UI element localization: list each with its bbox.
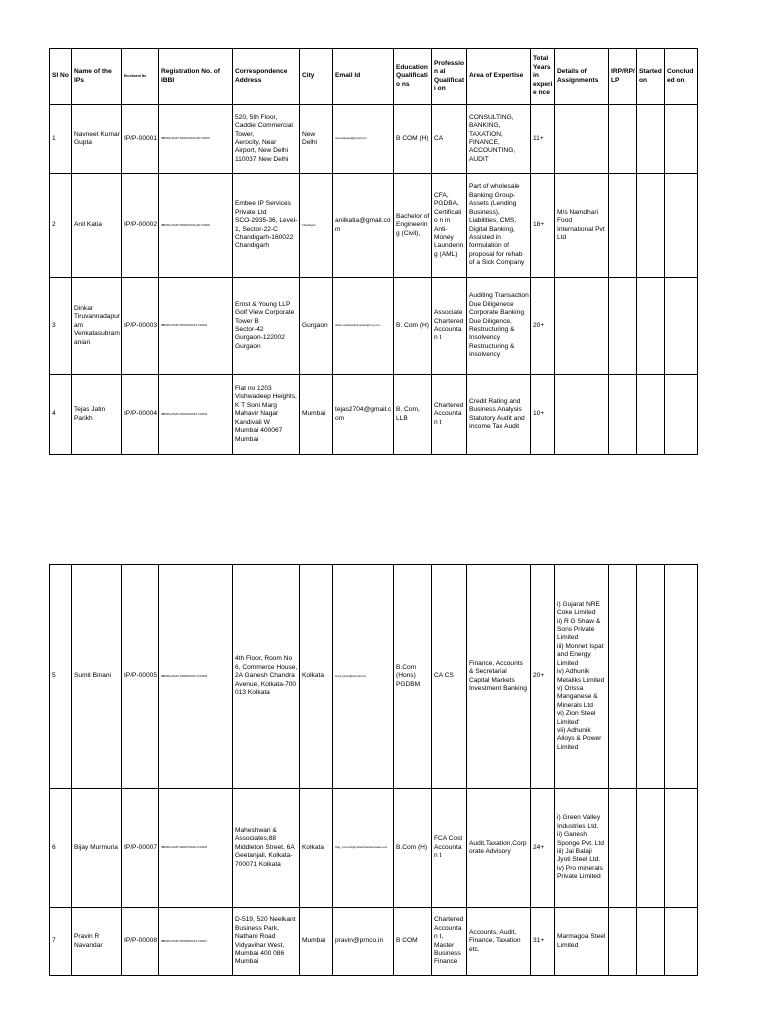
cell-started bbox=[637, 174, 665, 278]
cell-education: B.Com (H) bbox=[394, 789, 432, 908]
cell-concluded bbox=[665, 375, 698, 455]
cell-sl: 5 bbox=[50, 565, 72, 789]
cell-education: B. Com (H) bbox=[394, 278, 432, 375]
cell-assignments: Marmagoa Steel Limited bbox=[555, 908, 609, 976]
cell-started bbox=[637, 278, 665, 375]
cell-sl: 1 bbox=[50, 105, 72, 174]
cell-assignments bbox=[555, 105, 609, 174]
header-city: City bbox=[300, 49, 333, 105]
cell-concluded bbox=[665, 789, 698, 908]
cell-email: sumit_binani@hotmail.com bbox=[333, 565, 394, 789]
table-row bbox=[50, 789, 698, 908]
header-row bbox=[50, 49, 698, 105]
table-row bbox=[50, 278, 698, 375]
table-row bbox=[50, 565, 698, 789]
cell-assignments: i) Gujarat NRE Coke Limited ii) R G Shaw & Sons Private Limited iii) Monnet Ispat and Energy Limited iv) Adhunik Metaliks Limited v) Orissa Manganese & Minerals Ltd vi) Zion Steel Limited' vii) Adhunik Alloys & Power Limited bbox=[555, 565, 609, 789]
cell-address: Maheshwari & Associates,88 Middleton Street, 6A Geetanjali, Kolkata-700071 Kolkata bbox=[233, 789, 300, 908]
cell-professional: Associate Chartered Accountan t bbox=[432, 278, 467, 375]
header-name: Name of the IPs bbox=[72, 49, 122, 105]
header-concluded: Conclud ed on bbox=[665, 49, 698, 105]
cell-registration: IBBI/IPA-001/IP-P00003/2016-17/10003 bbox=[159, 278, 233, 375]
cell-experience: 11+ bbox=[531, 105, 555, 174]
header-education: Education Qualificatio ns bbox=[394, 49, 432, 105]
cell-sl: 2 bbox=[50, 174, 72, 278]
cell-registration: IBBI/IPA-001/IP-P00002/2016-2017/10002 bbox=[159, 174, 233, 278]
cell-enrolment: IP/P-00008 bbox=[122, 908, 159, 976]
cell-enrolment: IP/P-00003 bbox=[122, 278, 159, 375]
cell-address: Flat no 1203 Vishwadeep Heights, K T Soni Marg Mahavir Nagar Kandivali W Mumbai 400067 Mumbai bbox=[233, 375, 300, 455]
ip-table-top bbox=[49, 48, 698, 455]
cell-name: Sumit Binani bbox=[72, 565, 122, 789]
cell-name: Anil Katia bbox=[72, 174, 122, 278]
cell-education: Bachelor of Engineering (Civil), bbox=[394, 174, 432, 278]
cell-registration: IBBI/IPA-001/IP-P00001/2016-2017/10001 bbox=[159, 105, 233, 174]
cell-professional: Chartered Accountan t bbox=[432, 375, 467, 455]
table-row bbox=[50, 908, 698, 976]
cell-registration: IBBI/IPA-001/IP-P00008/2016-17/10007 bbox=[159, 908, 233, 976]
cell-irp bbox=[609, 908, 637, 976]
cell-sl: 7 bbox=[50, 908, 72, 976]
cell-started bbox=[637, 789, 665, 908]
cell-enrolment: IP/P-00002 bbox=[122, 174, 159, 278]
cell-name: Tejas Jatin Parikh bbox=[72, 375, 122, 455]
cell-enrolment: IP/P-00001 bbox=[122, 105, 159, 174]
cell-started bbox=[637, 105, 665, 174]
cell-assignments: M/s Namdhari Food International Pvt Ltd bbox=[555, 174, 609, 278]
cell-concluded bbox=[665, 565, 698, 789]
cell-started bbox=[637, 565, 665, 789]
cell-education: B COM (H) bbox=[394, 105, 432, 174]
header-assignments: Details of Assignments bbox=[555, 49, 609, 105]
cell-professional: FCA Cost Accountan t bbox=[432, 789, 467, 908]
header-experience: Total Years in experie nce bbox=[531, 49, 555, 105]
header-registration: Registration No. of IBBI bbox=[159, 49, 233, 105]
cell-irp bbox=[609, 789, 637, 908]
cell-enrolment: IP/P-00004 bbox=[122, 375, 159, 455]
cell-email: dinkar.venkatasubramanian@in.ey.com bbox=[333, 278, 394, 375]
cell-professional: CA CS bbox=[432, 565, 467, 789]
cell-concluded bbox=[665, 908, 698, 976]
cell-expertise: Auditing Transaction Due Diligenece Corporate Banking Due Diligence, Restructuring & Insolvency Restructuring & Insolvency bbox=[467, 278, 531, 375]
header-professional: Profession al Qualificati on bbox=[432, 49, 467, 105]
cell-irp bbox=[609, 278, 637, 375]
cell-city: Kolkata bbox=[300, 789, 333, 908]
header-enrolment: Enrolment No bbox=[122, 49, 159, 105]
cell-name: Navneet Kumar Gupta bbox=[72, 105, 122, 174]
cell-address: D-519, 520 Neelkant Business Park, Nathani Road Vidyavihar West, Mumbai 400 086 Mumbai bbox=[233, 908, 300, 976]
cell-address: 4th Floor, Room No 6, Commerce House, 2A Ganesh Chandra Avenue, Kolkata-700 013 Kolkata bbox=[233, 565, 300, 789]
cell-expertise: Part of wholesale Banking Group-Assets (Lending Business), Liabilities, CMS, Digital Banking, Assisted in formulation of proposal for rehab of a Sick Company bbox=[467, 174, 531, 278]
header-expertise: Area of Expertise bbox=[467, 49, 531, 105]
cell-city: Mumbai bbox=[300, 375, 333, 455]
cell-education: B. Com, LLB bbox=[394, 375, 432, 455]
cell-sl: 6 bbox=[50, 789, 72, 908]
cell-sl: 3 bbox=[50, 278, 72, 375]
cell-name: Pravin R Navandar bbox=[72, 908, 122, 976]
cell-experience: 31+ bbox=[531, 908, 555, 976]
cell-expertise: Accounts, Audit, Finance, Taxation etc. bbox=[467, 908, 531, 976]
cell-irp bbox=[609, 174, 637, 278]
cell-registration: IBBI/IPA-001/IP-P00004/2016-17/10004 bbox=[159, 375, 233, 455]
cell-name: Bijay Murmuria bbox=[72, 789, 122, 908]
cell-city: New Delhi bbox=[300, 105, 333, 174]
header-irp: IRP/RP/ LP bbox=[609, 49, 637, 105]
cell-experience: 20+ bbox=[531, 278, 555, 375]
cell-email: navneetkgupta@gmail.com bbox=[333, 105, 394, 174]
cell-expertise: CONSULTING, BANKING, TAXATION, FINANCE, ACCOUNTING, AUDIT bbox=[467, 105, 531, 174]
cell-started bbox=[637, 908, 665, 976]
cell-city: Mumbai bbox=[300, 908, 333, 976]
cell-registration: IBBI/IPA-001/IP-N00007/2016-17/10006 bbox=[159, 789, 233, 908]
cell-sl: 4 bbox=[50, 375, 72, 455]
header-address: Correspondence Address bbox=[233, 49, 300, 105]
cell-concluded bbox=[665, 278, 698, 375]
cell-experience: 10+ bbox=[531, 375, 555, 455]
table-row bbox=[50, 375, 698, 455]
cell-assignments: i) Green Valley Industries Ltd. ii) Ganesh Sponge Pvt. Ltd iii) Jai Balaji Jyoti Steel Ltd. iv) Pro minerals Private Limited bbox=[555, 789, 609, 908]
cell-experience: 18+ bbox=[531, 174, 555, 278]
cell-expertise: Finance, Accounts & Secretarial Capital Markets Investment Banking bbox=[467, 565, 531, 789]
cell-assignments bbox=[555, 278, 609, 375]
header-sl-no: Sl No bbox=[50, 49, 72, 105]
header-email: Email Id bbox=[333, 49, 394, 105]
table-row bbox=[50, 105, 698, 174]
cell-concluded bbox=[665, 174, 698, 278]
cell-professional: Chartered Accountan t, Master Business Finance bbox=[432, 908, 467, 976]
cell-email: anilkatia@gmail.com bbox=[333, 174, 394, 278]
cell-enrolment: IP/P-00007 bbox=[122, 789, 159, 908]
cell-address: 520, 5th Floor, Caddie Commercial Tower, Aerocity, Near Airport, New Delhi 110037 New Delhi bbox=[233, 105, 300, 174]
cell-started bbox=[637, 375, 665, 455]
cell-experience: 20+ bbox=[531, 565, 555, 789]
cell-irp bbox=[609, 105, 637, 174]
cell-professional: CA bbox=[432, 105, 467, 174]
cell-assignments bbox=[555, 375, 609, 455]
table-row bbox=[50, 174, 698, 278]
cell-expertise: Credit Rating and Business Analysis Statutory Audit and Income Tax Audit bbox=[467, 375, 531, 455]
cell-irp bbox=[609, 565, 637, 789]
cell-name: Dinkar Tiruvannadapuram Venkatasubramanian bbox=[72, 278, 122, 375]
cell-concluded bbox=[665, 105, 698, 174]
cell-experience: 24+ bbox=[531, 789, 555, 908]
cell-city: Gurgaon bbox=[300, 278, 333, 375]
cell-address: Ernst & Young LLP Golf View Corporate Tower B Sector-42 Gurgaon-122002 Gurgaon bbox=[233, 278, 300, 375]
cell-email: pravin@prnco.in bbox=[333, 908, 394, 976]
cell-education: B COM bbox=[394, 908, 432, 976]
cell-email: bijay_murmuria@maheshwariassociates.com bbox=[333, 789, 394, 908]
ip-table-bottom bbox=[49, 564, 698, 976]
cell-education: B.Com (Hons) PGDBM bbox=[394, 565, 432, 789]
cell-registration: IBBI/IPA-001/IP-N00005/2016-17/10005 bbox=[159, 565, 233, 789]
cell-address: Embee IP Services Private Ltd SCO-2935-36, Level-1, Sector-22-C Chandigarh-160022 Chandigarh bbox=[233, 174, 300, 278]
header-started: Started on bbox=[637, 49, 665, 105]
cell-irp bbox=[609, 375, 637, 455]
cell-enrolment: IP/P-00005 bbox=[122, 565, 159, 789]
cell-city: Kolkata bbox=[300, 565, 333, 789]
cell-email: tejas2704@gmail.com bbox=[333, 375, 394, 455]
cell-city: Chandigarh bbox=[300, 174, 333, 278]
cell-professional: CFA, PGDBA, Certificatio n in Anti-Money Launderin g (AML) bbox=[432, 174, 467, 278]
cell-expertise: Audit,Taxation,Corporate Advisory bbox=[467, 789, 531, 908]
